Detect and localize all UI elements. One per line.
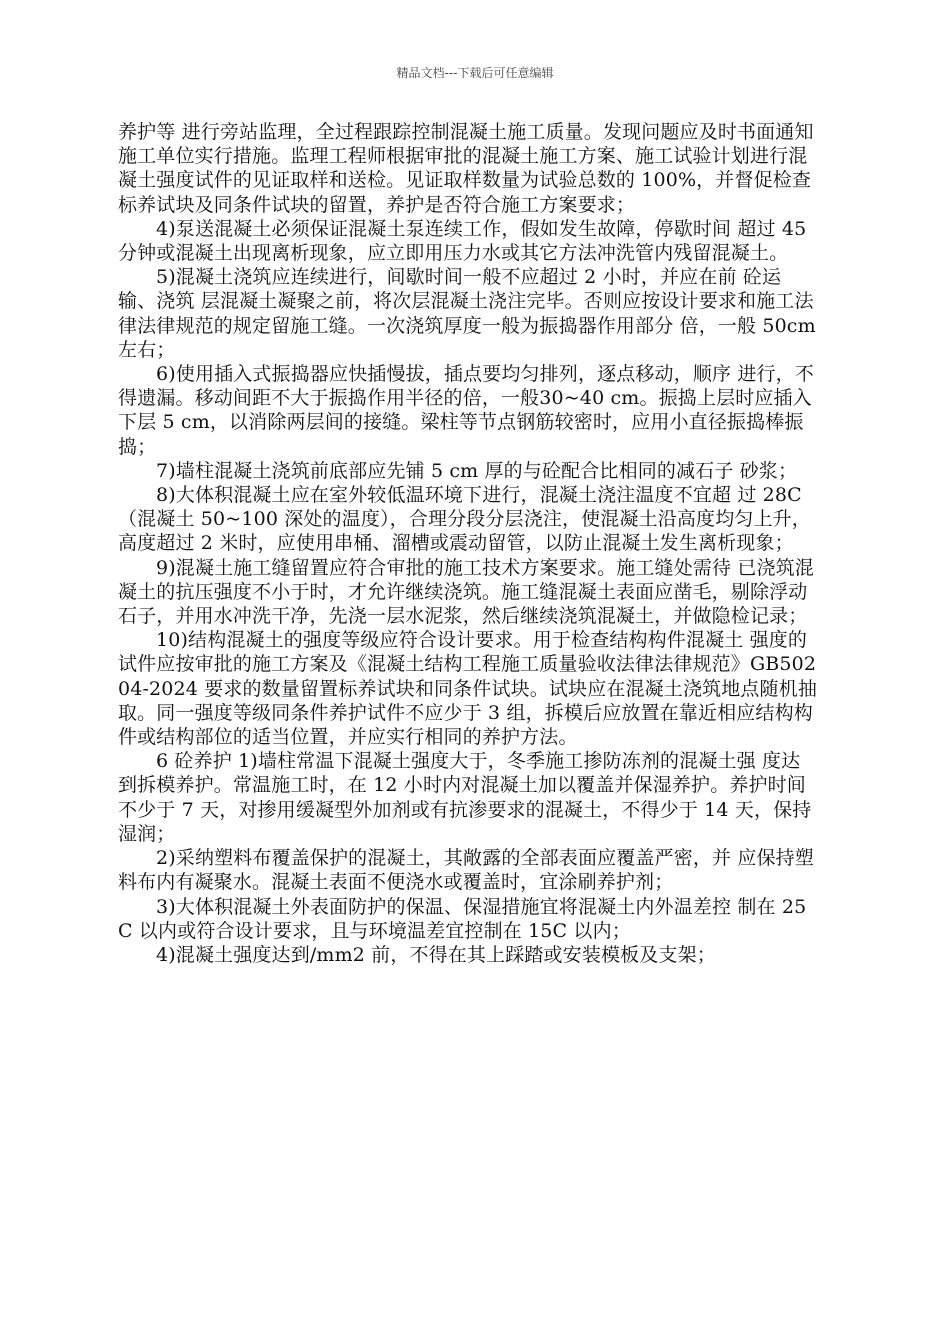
paragraph-2: 4)泵送混凝土必须保证混凝土泵连续工作，假如发生故障，停歇时间 超过 45 分钟或混凝土出现离析现象，应立即用压力水或其它方法冲洗管内残留混凝土。 <box>118 217 807 265</box>
paragraph-6: 8)大体积混凝土应在室外较低温环境下进行，混凝土浇注温度不宜超 过 28C（混凝土 50~100 深处的温度），合理分段分层浇注，使混凝土沿高度均匀上升，高度超过 2 米时，应使用串桶、溜槽或震动留管，以防止混凝土发生离析现象； <box>118 484 811 555</box>
paragraph-7: 9)混凝土施工缝留置应符合审批的施工技术方案要求。施工缝处需待 已浇筑混凝土的抗压强度不小于时，才允许继续浇筑。施工缝混凝土表面应凿毛，剔除浮动石子，并用水冲洗干净，先浇一层水泥浆，然后继续浇筑混凝土，并做隐检记录； <box>118 556 814 628</box>
paragraph-8: 10)结构混凝土的强度等级应符合设计要求。用于检查结构构件混凝土 强度的试件应按审批的施工方案及《混凝土结构工程施工质量验收法律法律规范》GB50204-2024 要求的数量留置标养试块和同条件试块。试块应在混凝土浇筑地点随机抽取。同一强度等级同条件养护试件不应少于 3 组，拆模后应放置在靠近相应结构构件或结构部位的适当位置，并应实行相同的养护方法。 <box>118 629 817 749</box>
paragraph-9: 6 砼养护 1)墙柱常温下混凝土强度大于，冬季施工掺防冻剂的混凝土强 度达到拆模养护。常温施工时，在 12 小时内对混凝土加以覆盖并保湿养护。养护时间不少于 7 天，对掺用缓凝型外加剂或有抗渗要求的混凝土，不得少于 14 天，保持湿润； <box>118 750 812 845</box>
paragraph-1: 养护等 进行旁站监理，全过程跟踪控制混凝土施工质量。发现问题应及时书面通知施工单位实行措施。监理工程师根据审批的混凝土施工方案、施工试验计划进行混凝土强度试件的见证取样和送检。见证取样数量为试验总数的 100%，并督促检查标养试块及同条件试块的留置，养护是否符合施工方案要求； <box>118 121 814 216</box>
paragraph-12: 4)混凝土强度达到/mm2 前，不得在其上踩踏或安装模板及支架； <box>156 943 716 966</box>
paragraph-11: 3)大体积混凝土外表面防护的保温、保湿措施宜将混凝土内外温差控 制在 25 C 以内或符合设计要求，且与环境温差宜控制在 15C 以内； <box>118 895 807 942</box>
paragraph-4: 6)使用插入式振捣器应快插慢拔，插点要均匀排列，逐点移动，顺序 进行，不得遗漏。移动间距不大于振捣作用半径的倍，一般30~40 cm。振捣上层时应插入下层 5 cm，以消除两层间的接缝。梁柱等节点钢筋较密时，应用小直径振捣棒振捣； <box>118 363 814 458</box>
paragraph-10: 2)采纳塑料布覆盖保护的混凝土，其敞露的全部表面应覆盖严密，并 应保持塑料布内有凝聚水。混凝土表面不便浇水或覆盖时，宜涂刷养护剂； <box>118 847 814 894</box>
paragraph-5: 7)墙柱混凝土浇筑前底部应先铺 5 cm 厚的与砼配合比相同的减石子 砂浆； <box>156 459 798 482</box>
paragraph-3: 5)混凝土浇筑应连续进行，间歇时间一般不应超过 2 小时，并应在前 砼运输、浇筑 层混凝土凝聚之前，将次层混凝土浇注完毕。否则应按设计要求和施工法律法律规范的规定留施工缝。一次浇筑厚度一般为振捣器作用部分 倍，一般 50cm 左右； <box>118 266 816 361</box>
document-body <box>118 120 818 967</box>
page-header: 精品文档---下载后可任意编辑 <box>396 66 554 80</box>
